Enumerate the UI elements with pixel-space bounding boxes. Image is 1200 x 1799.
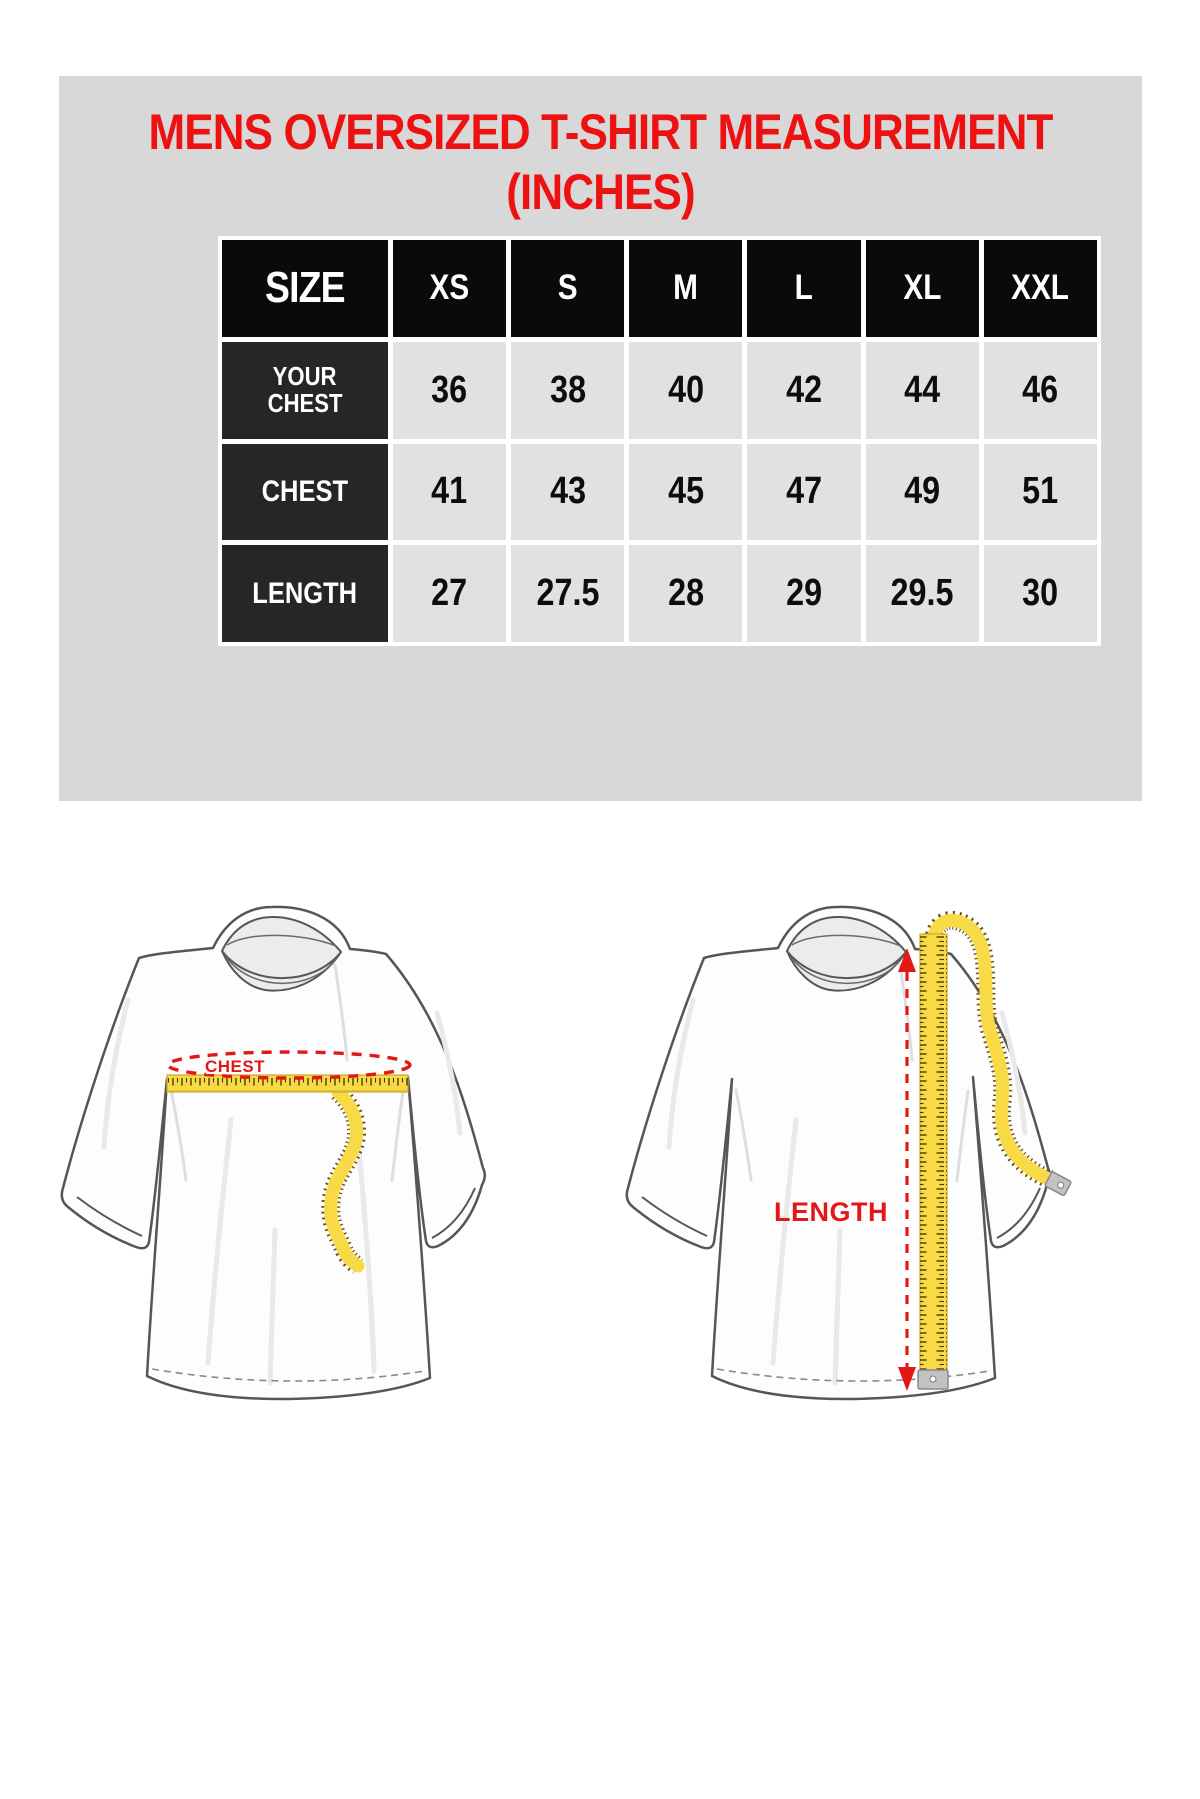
row-label-chest: CHEST [222,444,388,541]
table-cell: 36 [393,342,506,439]
col-header-xxl: XXL [984,240,1097,337]
col-header-xs: XS [393,240,506,337]
chest-label: CHEST [204,1057,266,1076]
table-cell: 45 [629,444,742,541]
table-cell: 38 [511,342,624,439]
row-label-your-chest: YOUR CHEST [222,342,388,439]
table-cell: 29.5 [866,545,979,642]
col-header-m: M [629,240,742,337]
page-title-line2: (INCHES) [506,164,695,220]
row-label-length: LENGTH [222,545,388,642]
table-cell: 46 [984,342,1097,439]
col-header-size: SIZE [222,240,388,337]
col-header-l: L [747,240,860,337]
table-cell: 51 [984,444,1097,541]
table-cell: 49 [866,444,979,541]
col-header-s: S [511,240,624,337]
measurement-diagrams [0,890,1200,1490]
size-table [218,236,1101,646]
table-cell: 27 [393,545,506,642]
table-cell: 28 [629,545,742,642]
tape-bottom-metal-tab [918,1370,948,1389]
table-cell: 40 [629,342,742,439]
length-label: LENGTH [774,1197,888,1227]
measurement-panel [59,76,1142,801]
table-cell: 43 [511,444,624,541]
page-title [59,102,1142,222]
table-cell: 44 [866,342,979,439]
table-cell: 41 [393,444,506,541]
page-title-line1: MENS OVERSIZED T-SHIRT MEASUREMENT [148,104,1053,160]
table-cell: 29 [747,545,860,642]
table-cell: 30 [984,545,1097,642]
col-header-xl: XL [866,240,979,337]
tshirt-front-chest-illustration [62,907,485,1399]
table-cell: 42 [747,342,860,439]
table-cell: 27.5 [511,545,624,642]
table-cell: 47 [747,444,860,541]
